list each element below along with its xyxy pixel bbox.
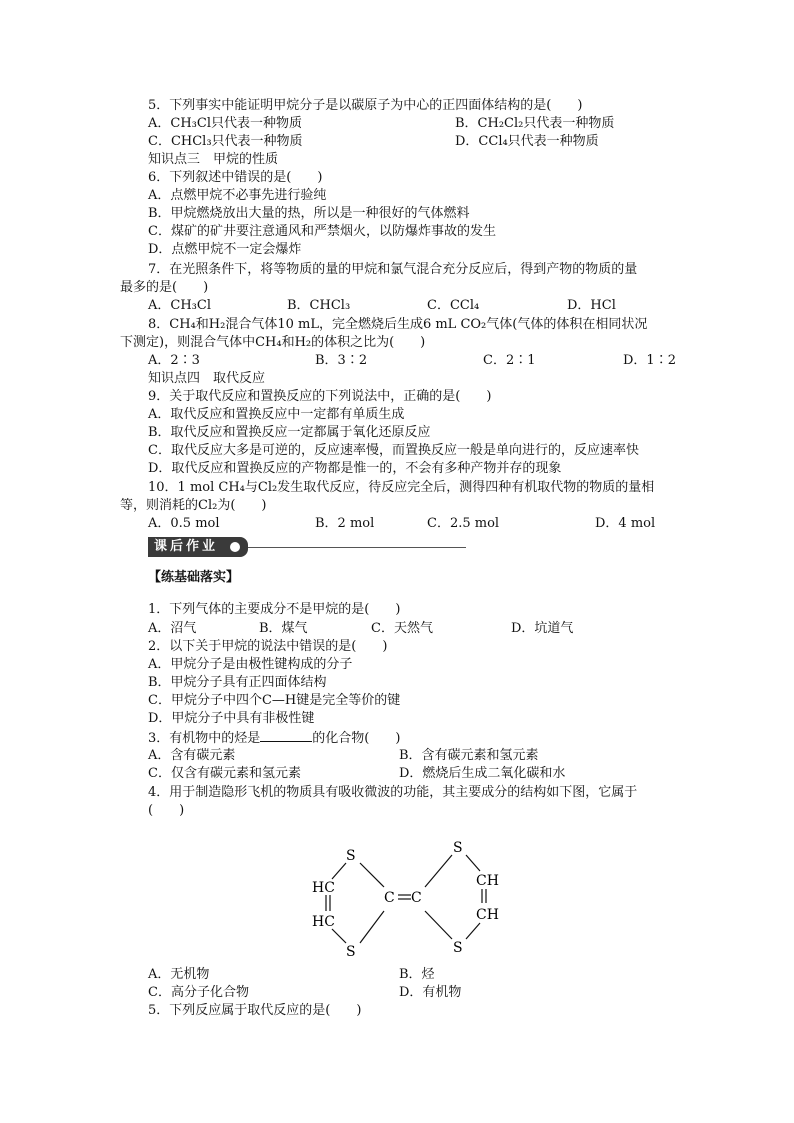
q5-option-d: D．CCl₄只代表一种物质 bbox=[455, 134, 599, 149]
hw4-option-c: C．高分子化合物 bbox=[148, 985, 249, 1000]
q10-option-c: C．2.5 mol bbox=[427, 516, 500, 531]
q8-option-b: B．3∶2 bbox=[315, 353, 368, 368]
hw1-stem: 1．下列气体的主要成分不是甲烷的是( ) bbox=[148, 602, 401, 617]
hw3-option-c: C．仅含有碳元素和氢元素 bbox=[148, 766, 301, 781]
q8-option-d: D．1∶2 bbox=[623, 353, 676, 368]
hw1-option-a: A．沼气 bbox=[148, 621, 197, 636]
hw4-stem-line1: 4．用于制造隐形飞机的物质具有吸收微波的功能，其主要成分的结构如下图，它属于 bbox=[148, 785, 638, 800]
q5-option-a: A．CH₃Cl只代表一种物质 bbox=[148, 116, 302, 131]
atom-s-top-right: S bbox=[453, 840, 463, 856]
q6-option-a: A．点燃甲烷不必事先进行验纯 bbox=[148, 188, 327, 203]
q6-stem: 6．下列叙述中错误的是( ) bbox=[148, 170, 323, 185]
q9-option-a: A．取代反应和置换反应中一定都有单质生成 bbox=[148, 407, 405, 422]
q9-option-d: D．取代反应和置换反应的产物都是惟一的，不会有多种产物并存的现象 bbox=[148, 461, 562, 476]
atom-ch-bottom: CH bbox=[476, 907, 499, 923]
atom-s-top-left: S bbox=[346, 848, 356, 864]
bullet-icon bbox=[230, 542, 240, 552]
hw3-stem-post: 的化合物( ) bbox=[312, 731, 401, 746]
knowledge-point-3: 知识点三 甲烷的性质 bbox=[148, 152, 279, 167]
hw1-option-c: C．天然气 bbox=[371, 621, 433, 636]
homework-banner bbox=[148, 537, 466, 557]
banner-label: 课后作业 bbox=[148, 537, 248, 557]
q5-option-b: B．CH₂Cl₂只代表一种物质 bbox=[455, 116, 615, 131]
q7-stem-line2: 最多的是( ) bbox=[120, 280, 209, 295]
q9-option-b: B．取代反应和置换反应一定都属于氧化还原反应 bbox=[148, 425, 431, 440]
hw2-option-b: B．甲烷分子具有正四面体结构 bbox=[148, 675, 327, 690]
q8-option-a: A．2∶3 bbox=[148, 353, 200, 368]
hw3-option-b: B．含有碳元素和氢元素 bbox=[399, 748, 539, 763]
q5-stem: 5．下列事实中能证明甲烷分子是以碳原子为中心的正四面体结构的是( ) bbox=[148, 98, 583, 113]
hw4-option-b: B．烃 bbox=[399, 967, 435, 982]
hw2-stem: 2．以下关于甲烷的说法中错误的是( ) bbox=[148, 639, 388, 654]
q10-stem-line1: 10．1 mol CH₄与Cl₂发生取代反应，待反应完全后，测得四种有机取代物的物质的量相 bbox=[148, 480, 655, 495]
atom-hc-bottom: HC bbox=[312, 914, 335, 930]
banner-divider bbox=[248, 547, 466, 548]
q7-stem-line1: 7．在光照条件下，将等物质的量的甲烷和氯气混合充分反应后，得到产物的物质的量 bbox=[148, 262, 638, 277]
atom-hc-top: HC bbox=[312, 880, 335, 896]
q8-stem-line2: 下测定)，则混合气体中CH₄和H₂的体积之比为( ) bbox=[120, 335, 426, 350]
hw1-option-b: B．煤气 bbox=[259, 621, 308, 636]
atom-s-bottom-right: S bbox=[453, 940, 463, 956]
hw2-option-c: C．甲烷分子中四个C—H键是完全等价的键 bbox=[148, 693, 401, 708]
q6-option-b: B．甲烷燃烧放出大量的热，所以是一种很好的气体燃料 bbox=[148, 206, 470, 221]
q10-option-b: B．2 mol bbox=[315, 516, 375, 531]
q5-option-c: C．CHCl₃只代表一种物质 bbox=[148, 134, 303, 149]
hw2-option-a: A．甲烷分子是由极性键构成的分子 bbox=[148, 657, 353, 672]
q6-option-c: C．煤矿的矿井要注意通风和严禁烟火，以防爆炸事故的发生 bbox=[148, 224, 496, 239]
hw3-blank bbox=[260, 729, 312, 742]
q6-option-d: D．点燃甲烷不一定会爆炸 bbox=[148, 242, 302, 257]
q7-option-b: B．CHCl₃ bbox=[287, 298, 351, 313]
hw4-option-d: D．有机物 bbox=[399, 985, 462, 1000]
q10-option-d: D．4 mol bbox=[595, 516, 656, 531]
hw4-option-a: A．无机物 bbox=[148, 967, 210, 982]
q7-option-c: C．CCl₄ bbox=[427, 298, 480, 313]
hw2-option-d: D．甲烷分子中具有非极性键 bbox=[148, 711, 315, 726]
q9-stem: 9．关于取代反应和置换反应的下列说法中，正确的是( ) bbox=[148, 389, 492, 404]
q8-stem-line1: 8．CH₄和H₂混合气体10 mL，完全燃烧后生成6 mL CO₂气体(气体的体积在相同状况 bbox=[148, 317, 648, 332]
atom-ch-top: CH bbox=[476, 873, 499, 889]
q7-option-d: D．HCl bbox=[567, 298, 616, 313]
hw1-option-d: D．坑道气 bbox=[511, 621, 574, 636]
q9-option-c: C．取代反应大多是可逆的，反应速率慢，而置换反应一般是单向进行的，反应速率快 bbox=[148, 443, 639, 458]
knowledge-point-4: 知识点四 取代反应 bbox=[148, 371, 266, 386]
atom-c-left: C bbox=[384, 890, 395, 906]
section-tag: 【练基础落实】 bbox=[148, 570, 240, 585]
atom-s-bottom-left: S bbox=[346, 944, 356, 960]
q10-stem-line2: 等，则消耗的Cl₂为( ) bbox=[120, 498, 267, 513]
q7-option-a: A．CH₃Cl bbox=[148, 298, 211, 313]
hw3-option-d: D．燃烧后生成二氧化碳和水 bbox=[399, 766, 566, 781]
hw5-stem: 5．下列反应属于取代反应的是( ) bbox=[148, 1003, 362, 1018]
hw3-option-a: A．含有碳元素 bbox=[148, 748, 236, 763]
hw4-stem-line2: ( ) bbox=[148, 803, 185, 818]
q8-option-c: C．2∶1 bbox=[483, 353, 536, 368]
hw3-stem-pre: 3．有机物中的烃是 bbox=[148, 731, 261, 746]
hw3-stem bbox=[148, 729, 400, 747]
atom-c-right: C bbox=[411, 890, 422, 906]
q10-option-a: A．0.5 mol bbox=[148, 516, 220, 531]
chemical-structure bbox=[300, 835, 520, 965]
